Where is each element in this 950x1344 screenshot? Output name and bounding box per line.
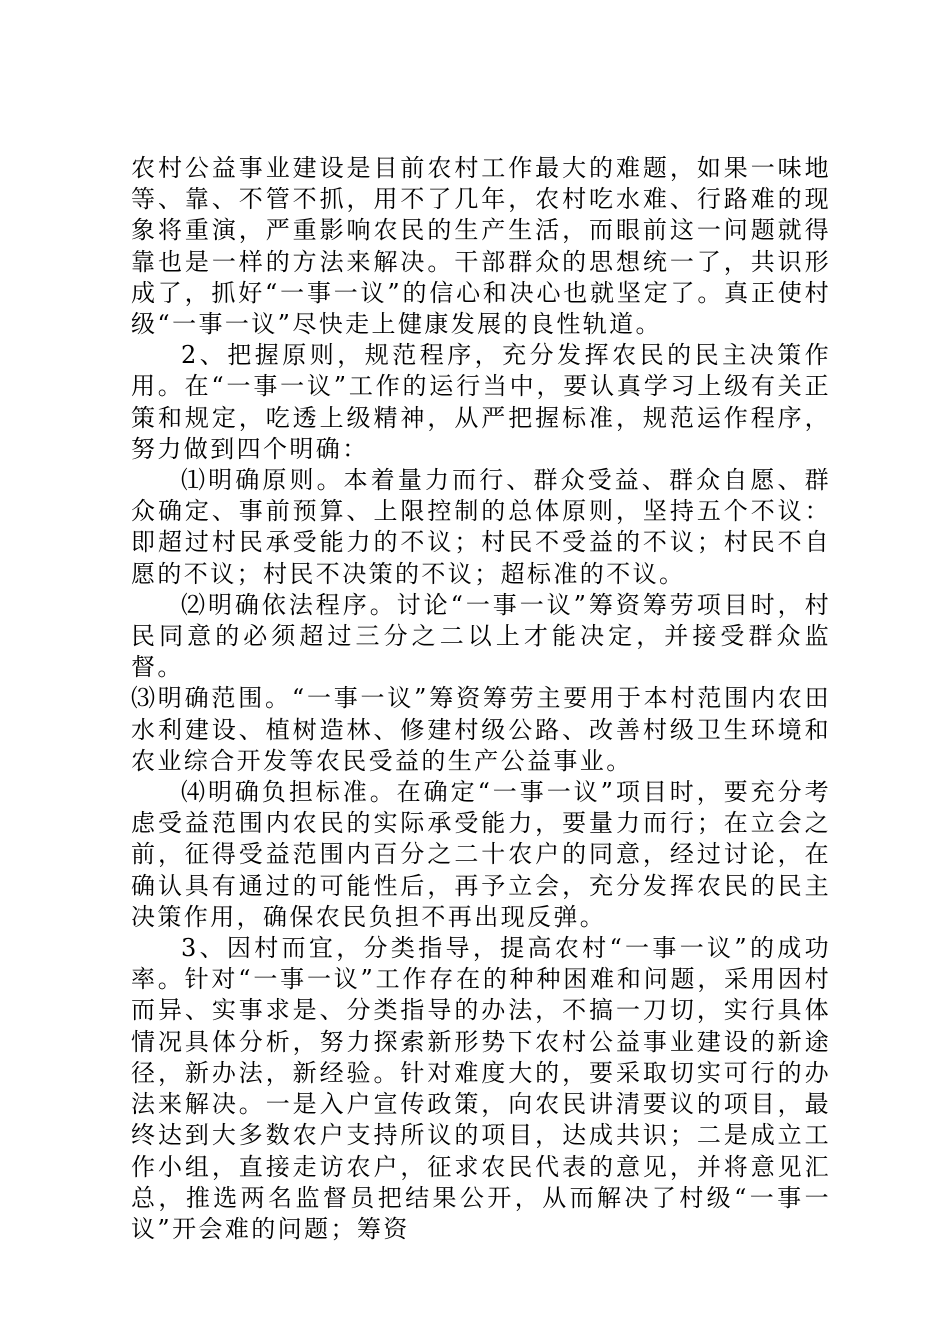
paragraph-4: ⑵明确依法程序。讨论“一事一议”筹资筹劳项目时，村民同意的必须超过三分之二以上才能决定，并接受群众监督。: [131, 590, 831, 682]
document-body: [131, 153, 831, 1245]
paragraph-1: 农村公益事业建设是目前农村工作最大的难题，如果一味地等、靠、不管不抓，用不了几年，农村吃水难、行路难的现象将重演，严重影响农民的生产生活，而眼前这一问题就得靠也是一样的方法来解决。干部群众的思想统一了，共识形成了，抓好“一事一议”的信心和决心也就坚定了。真正使村级“一事一议”尽快走上健康发展的良性轨道。: [131, 154, 831, 339]
paragraph-5: ⑶明确范围。“一事一议”筹资筹劳主要用于本村范围内农田水利建设、植树造林、修建村级公路、改善村级卫生环境和农业综合开发等农民受益的生产公益事业。: [131, 684, 831, 775]
paragraph-7: 3、因村而宜，分类指导，提高农村“一事一议”的成功率。针对“一事一议”工作存在的种种困难和问题，采用因村而异、实事求是、分类指导的办法，不搞一刀切，实行具体情况具体分析，努力探索新形势下农村公益事业建设的新途径，新办法，新经验。针对难度大的，要采取切实可行的办法来解决。一是入户宣传政策，向农民讲清要议的项目，最终达到大多数农户支持所议的项目，达成共识；二是成立工作小组，直接走访农户，征求农民代表的意见，并将意见汇总，推选两名监督员把结果公开，从而解决了村级“一事一议”开会难的问题；筹资: [131, 934, 831, 1243]
paragraph-6: ⑷明确负担标准。在确定“一事一议”项目时，要充分考虑受益范围内农民的实际承受能力，要量力而行；在立会之前，征得受益范围内百分之二十农户的同意，经过讨论，在确认具有通过的可能性后，再予立会，充分发挥农民的民主决策作用，确保农民负担不再出现反弹。: [131, 778, 831, 931]
paragraph-2: 2、把握原则，规范程序，充分发挥农民的民主决策作用。在“一事一议”工作的运行当中，要认真学习上级有关正策和规定，吃透上级精神，从严把握标准，规范运作程序，努力做到四个明确：: [131, 341, 831, 463]
paragraph-3: ⑴明确原则。本着量力而行、群众受益、群众自愿、群众确定、事前预算、上限控制的总体原则，坚持五个不议：即超过村民承受能力的不议；村民不受益的不议；村民不自愿的不议；村民不决策的不议；超标准的不议。: [131, 466, 831, 588]
